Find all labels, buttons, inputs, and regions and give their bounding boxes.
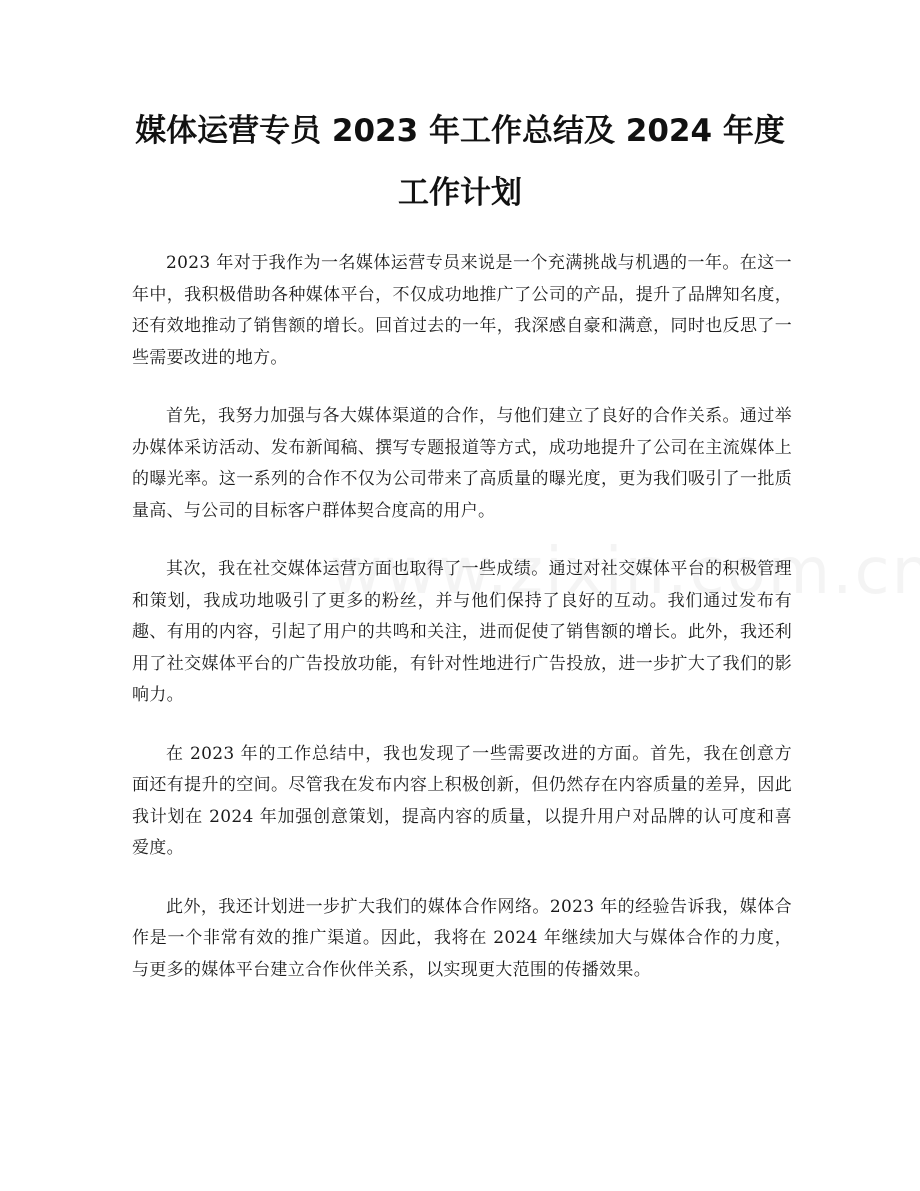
paragraph-5: 此外，我还计划进一步扩大我们的媒体合作网络。2023 年的经验告诉我，媒体合作是一个非常有效的推广渠道。因此，我将在 2024 年继续加大与媒体合作的力度，与更多的媒体平台建立合作伙伴关系，以实现更大范围的传播效果。 (132, 896, 792, 980)
paragraph-3: 其次，我在社交媒体运营方面也取得了一些成绩。通过对社交媒体平台的积极管理和策划，我成功地吸引了更多的粉丝，并与他们保持了良好的互动。我们通过发布有趣、有用的内容，引起了用户的共鸣和关注，进而促使了销售额的增长。此外，我还利用了社交媒体平台的广告投放功能，有针对性地进行广告投放，进一步扩大了我们的影响力。 (132, 559, 792, 705)
paragraph-1: 2023 年对于我作为一名媒体运营专员来说是一个充满挑战与机遇的一年。在这一年中，我积极借助各种媒体平台，不仅成功地推广了公司的产品，提升了品牌知名度，还有效地推动了销售额的增长。回首过去的一年，我深感自豪和满意，同时也反思了一些需要改进的地方。 (132, 253, 792, 368)
document-body (132, 248, 792, 1013)
document-title: 媒体运营专员 2023 年工作总结及 2024 年度工作计划 (135, 113, 785, 211)
paragraph-4: 在 2023 年的工作总结中，我也发现了一些需要改进的方面。首先，我在创意方面还有提升的空间。尽管我在发布内容上积极创新，但仍然存在内容质量的差异，因此我计划在 2024 年加强创意策划，提高内容的质量，以提升用户对品牌的认可度和喜爱度。 (132, 743, 792, 858)
paragraph-2: 首先，我努力加强与各大媒体渠道的合作，与他们建立了良好的合作关系。通过举办媒体采访活动、发布新闻稿、撰写专题报道等方式，成功地提升了公司在主流媒体上的曝光率。这一系列的合作不仅为公司带来了高质量的曝光度，更为我们吸引了一批质量高、与公司的目标客户群体契合度高的用户。 (132, 406, 792, 521)
